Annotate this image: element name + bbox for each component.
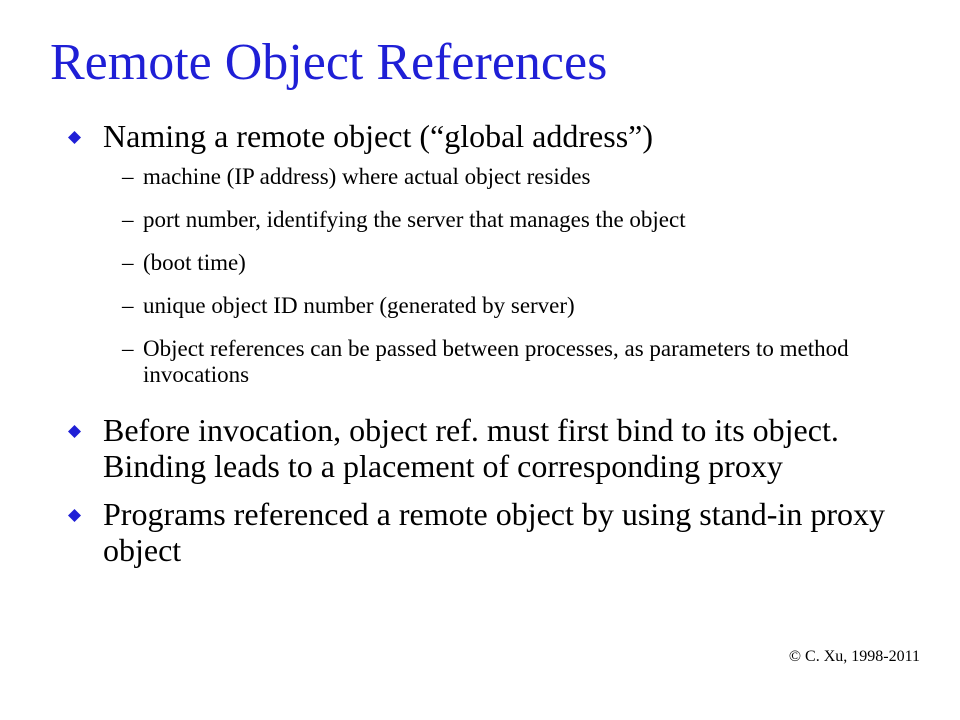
diamond-bullet-icon [68, 131, 81, 144]
sub-item [66, 207, 936, 233]
sub-item [66, 250, 936, 276]
slide-title: Remote Object References [50, 34, 608, 91]
diamond-bullet-icon [68, 509, 81, 522]
sub-text: machine (IP address) where actual object resides [143, 164, 591, 189]
sub-text: unique object ID number (generated by server) [143, 293, 575, 318]
bullet-text: Before invocation, object ref. must first bind to its object. Binding leads to a placement of corresponding proxy [103, 412, 839, 484]
bullet-item [66, 496, 936, 568]
dash-marker: – [122, 336, 134, 361]
sub-list [66, 164, 936, 388]
dash-marker: – [122, 207, 134, 232]
dash-marker: – [122, 293, 134, 318]
bullet-item [66, 118, 936, 154]
bullet-text: Programs referenced a remote object by using stand-in proxy object [103, 496, 885, 568]
sub-text: (boot time) [143, 250, 246, 275]
bullet-text: Naming a remote object (“global address”) [103, 118, 653, 154]
diamond-bullet-icon [68, 425, 81, 438]
copyright-footer: © C. Xu, 1998-2011 [788, 648, 920, 665]
sub-item [66, 336, 936, 388]
dash-marker: – [122, 250, 134, 275]
sub-item [66, 293, 936, 319]
sub-item [66, 164, 936, 190]
slide-content [66, 118, 936, 578]
dash-marker: – [122, 164, 134, 189]
sub-text: Object references can be passed between processes, as parameters to method invocations [143, 336, 849, 387]
sub-text: port number, identifying the server that manages the object [143, 207, 686, 232]
bullet-item [66, 412, 936, 484]
